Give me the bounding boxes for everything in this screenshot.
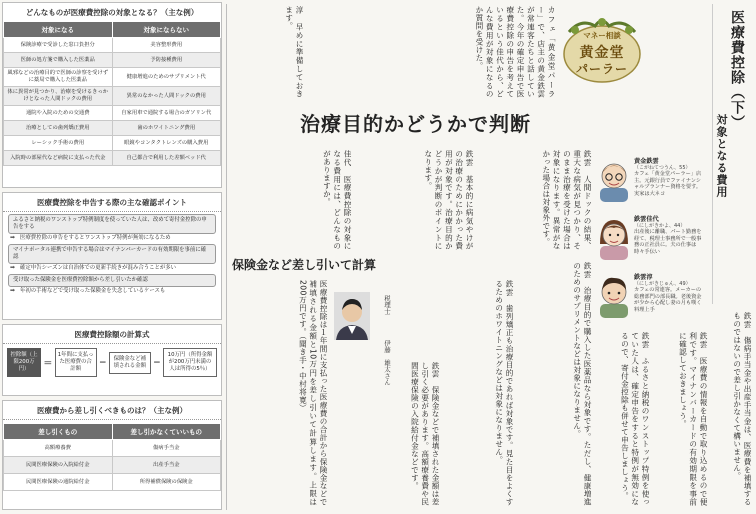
profile-name: 鉄雲佳代 — [634, 216, 659, 223]
subtract-head-yes: 差し引くもの — [4, 424, 113, 440]
table-row — [4, 53, 221, 68]
eligible-cell: 風邪などの治療目的で医師の診察を受けずに薬局で購入した医薬品 — [4, 68, 113, 87]
avatar — [596, 158, 632, 202]
body-text-block: 医療費控除は１年間に支払った医療費の合計から保険金などで補填される金額と10万円を差し引いて計算します。上限は200万円です。（聞き手・中村将寛） — [298, 280, 328, 506]
eligible-cell: 治療としての歯列矯正費用 — [4, 121, 113, 136]
keep-cell: 出産手当金 — [112, 457, 221, 474]
table-row — [4, 474, 221, 491]
body-text-block: 佳代 医療費控除の対象になる費用には、どんなものがありますか。 — [322, 150, 352, 250]
author-photo — [334, 292, 370, 340]
subtract-cell: 民間医療保険の通院給付金 — [4, 474, 113, 491]
portrait-icon — [334, 292, 370, 340]
eligible-table-title: どんなものが医療費控除の対象となる？（主な例） — [25, 8, 199, 17]
profile-description: カフェ「黄金堂パーラー」店主。元銀行員でファイナンシャルプランナー資格を要す。実家は大ネコ — [634, 171, 702, 197]
subtract-items-table — [3, 423, 221, 491]
series-banner — [712, 4, 753, 304]
minus-sign: − — [98, 357, 107, 368]
author-title: 税理士 — [383, 295, 391, 315]
infographic-column — [2, 2, 222, 512]
man-with-glasses-icon — [596, 158, 632, 202]
list-item — [8, 244, 216, 272]
deduction-formula — [3, 344, 221, 383]
profile-name: 鉄雲淳 — [634, 274, 653, 281]
headline: 治療目的かどうかで判断 — [300, 112, 531, 136]
logo-line2: 黄金堂 — [579, 45, 625, 61]
eligible-cell: 入院時の部屋代など病院に支払った代金 — [4, 151, 113, 166]
checkpoint-text: 受け取った保険金を医療費控除額から差し引いたか確認 — [8, 274, 216, 287]
body-text-block: カフェ「黄金堂パーラー」で、店主の黄金鉄雲が常連客たちと話していた。今年の確定申告で医療費控除の申告を考えているという佳代から、どんな費用が対象になるのか質問を受けた。 — [474, 6, 556, 98]
subtract-cell: 高額療養費 — [4, 440, 113, 457]
logo-line3: パーラー — [575, 62, 628, 76]
table-row — [4, 87, 221, 106]
body-text-block: 淳 早めに準備しておきます。 — [284, 6, 304, 98]
ineligible-cell: 歯のホワイトニング費用 — [112, 121, 221, 136]
eligible-cell: 医師の処方箋で購入した医薬品 — [4, 53, 113, 68]
profile-description: カフェの常連客。メーカーの総務部門の部長職。老後資金が少から心配し妻の月も嘆く料理上手 — [634, 287, 702, 313]
profile-description: 出産後に離職、パート勤務を経て、税理士事務所で一般事務の正社員に。夫の仕事は時々手伝い — [634, 229, 702, 255]
body-text-block: 鉄雲 歯列矯正も治療目的であれば対象です。見た目をよくするためのホワイトニングなどは対象になりません。 — [494, 280, 514, 506]
checkpoint-text: マイナポータル連携で申告する場合はマイナンバーカードの有効期限を事前に確認 — [8, 244, 216, 264]
ineligible-cell: 美容整形費用 — [112, 38, 221, 53]
ineligible-cell: 予防接種費用 — [112, 53, 221, 68]
table-row — [4, 136, 221, 151]
profile-kana: （こがねてつうん、55） — [634, 165, 691, 171]
formula-insurance: 保険金など補填される金額 — [109, 352, 151, 374]
list-item — [8, 274, 216, 295]
ineligible-cell: 健康増進のためのサプリメント代 — [112, 68, 221, 87]
subtract-cell: 民間医療保険の入院給付金 — [4, 457, 113, 474]
eligible-expenses-box — [2, 2, 222, 188]
subtract-table-title: 医療費から差し引くべきものは？（主な例） — [3, 401, 221, 420]
table-row — [4, 38, 221, 53]
column-logo — [561, 14, 643, 86]
subtract-head-no: 差し引かなくていいもの — [112, 424, 221, 440]
profile-name: 黄金鉄雲 — [634, 158, 659, 165]
avatar — [596, 274, 632, 318]
subheadline: 保険金など差し引いて計算 — [232, 258, 377, 272]
eligible-cell: レーシック手術の費用 — [4, 136, 113, 151]
logo-line1: マネー相談 — [583, 31, 621, 40]
eligible-cell: 体に異常が見つかり、治療を受けるきっかけとなった人間ドックの費用 — [4, 87, 113, 106]
formula-deduction: 控除額（上限200万円） — [7, 348, 41, 377]
body-text-block: 鉄雲 傷病手当金や出産手当金は、医療費を補填するものではないので差し引かなくて構いません。 — [732, 312, 752, 506]
profile-tetsuun — [596, 156, 708, 212]
profile-kana: （にしがきじゅん、49） — [634, 281, 691, 287]
checkpoint-note: ➡ 医療費控除の申告をするとワンストップ特例が無効になるため — [8, 235, 216, 242]
eligible-head-no: 対象にならない — [112, 22, 221, 38]
checkpoint-note: ➡ 確定申告シーズンは自治体での更新手続きが混み合うことが多い — [8, 265, 216, 272]
table-row — [4, 457, 221, 474]
ineligible-cell: 自己都合で利用した差額ベッド代 — [112, 151, 221, 166]
list-item — [8, 214, 216, 242]
body-text-block: 鉄雲 医療費の情報を自動で取り込めるので便利です。マイナンバーカードの有効期限を事前に確認しておきましょう。 — [678, 332, 708, 506]
author-name: 伊藤 雄太さん — [383, 340, 391, 386]
table-row — [4, 121, 221, 136]
checkpoint-note: ➡ 年初の手術などで受け取った保険金を失念しているケースも — [8, 288, 216, 295]
woman-icon — [596, 216, 632, 260]
formula-total-expenses: 1年間に支払った医療費の合計額 — [55, 348, 97, 377]
series-subtitle: 対象となる費用 — [715, 114, 728, 198]
body-text-block: 鉄雲 基本的に病気やけがの治療のためにかかった費用が対象です。治療目的かどうかが判断のポイントになります。 — [423, 150, 474, 250]
profile-jun — [596, 272, 708, 328]
body-text-block: 鉄雲 ふるさと納税のワンストップ特例を使っていた人は、確定申告をすると特例が無効になるので、寄付金控除も併せて申告しましょう。 — [620, 332, 650, 506]
series-title — [727, 10, 747, 130]
ineligible-cell: 異常のなかった人間ドックの費用 — [112, 87, 221, 106]
keep-cell: 所得補償保険の保険金 — [112, 474, 221, 491]
table-row — [4, 440, 221, 457]
body-text-block: 鉄雲 保険金などで補填された金額は差し引く必要があります。高額療養費や民間医療保険の入院給付金などです。 — [410, 362, 440, 506]
column-divider — [226, 4, 227, 510]
eligible-expenses-table — [3, 21, 221, 166]
man-icon — [596, 274, 632, 318]
keep-cell: 傷病手当金 — [112, 440, 221, 457]
formula-box — [2, 324, 222, 396]
checkpoints-box — [2, 192, 222, 320]
profile-kana: （にしがきかよ、44） — [634, 223, 686, 229]
table-row — [4, 106, 221, 121]
eligible-cell: 通院や入院のための交通費 — [4, 106, 113, 121]
ineligible-cell: 自家用車で通院する場合のガソリン代 — [112, 106, 221, 121]
minus-sign: − — [153, 357, 161, 368]
subtract-items-box — [2, 400, 222, 510]
profile-kayo — [596, 214, 708, 270]
eligible-cell: 保険診療で受診した窓口負担分 — [4, 38, 113, 53]
eligible-head-yes: 対象になる — [4, 22, 113, 38]
series-title-text: 医療費控除 — [729, 10, 745, 85]
table-row — [4, 68, 221, 87]
body-text-block: 鉄雲 人間ドックの結果、重大な病気が見つかり、そのまま治療を受けた場合は対象になります。異常がなかった場合は対象外です。 — [541, 150, 592, 250]
series-part: （下） — [729, 85, 745, 130]
checkpoint-text: ふるさと納税のワンストップ特例制度を使っていた人は、改めて寄付金控除の申告をする — [8, 214, 216, 234]
table-row — [4, 151, 221, 166]
equals-sign: ＝ — [43, 359, 53, 369]
formula-title: 医療費控除額の計算式 — [3, 325, 221, 344]
checklist-title: 医療費控除を申告する際の主な確認ポイント — [3, 193, 221, 212]
ineligible-cell: 眼鏡やコンタクトレンズの購入費用 — [112, 136, 221, 151]
body-text-block: 鉄雲 治療目的で購入した医薬品なら対象です。ただし、健康増進のためのサプリメントなどは対象になりません。 — [572, 262, 592, 506]
avatar — [596, 216, 632, 260]
formula-threshold: 10万円（所得金額が200万円未満の人は所得の5％） — [163, 348, 217, 377]
